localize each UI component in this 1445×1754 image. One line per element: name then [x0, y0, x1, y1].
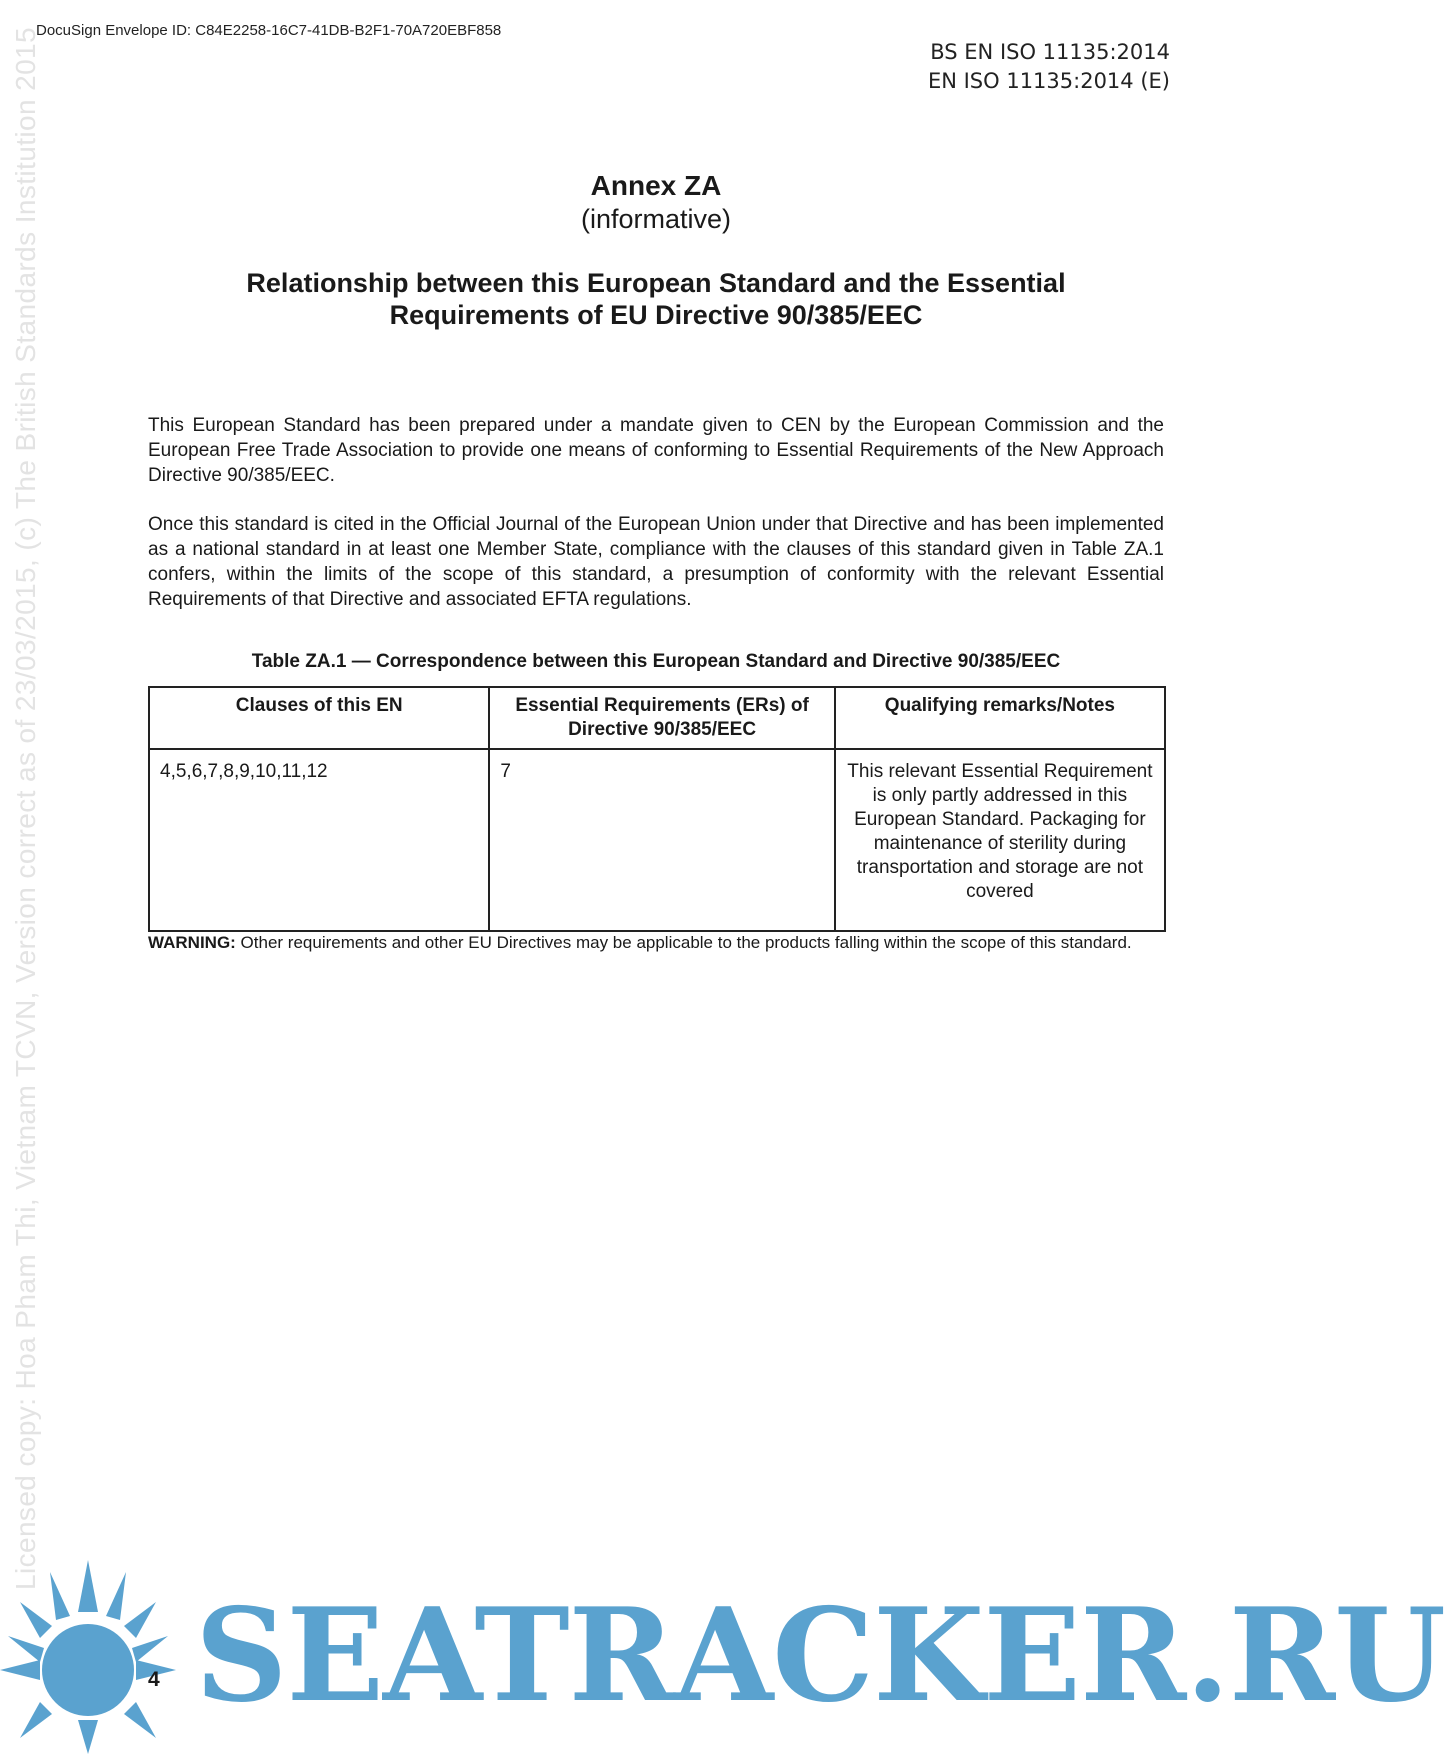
cell-essential-requirements: 7	[489, 749, 834, 931]
page-number: 4	[148, 1668, 160, 1691]
license-watermark: Licensed copy: Hoa Pham Thi, Vietnam TCVN, Version correct as of 23/03/2015, (c) The British Standards Institution 2015	[10, 26, 41, 1590]
header-essential-requirements: Essential Requirements (ERs) of Directive 90/385/EEC	[489, 687, 834, 749]
annex-heading-line-2: Requirements of EU Directive 90/385/EEC	[389, 300, 923, 330]
annex-heading-line-1: Relationship between this European Standard and the Essential	[246, 268, 1066, 298]
paragraph-mandate: This European Standard has been prepared under a mandate given to CEN by the European Commission and the European Free Trade Association to provide one means of conforming to Essential Requirements of the New Approach Directive 90/385/EEC.	[148, 415, 1164, 486]
envelope-id: DocuSign Envelope ID: C84E2258-16C7-41DB-B2F1-70A720EBF858	[36, 22, 502, 39]
standard-id-en: EN ISO 11135:2014 (E)	[927, 69, 1170, 93]
cell-clauses: 4,5,6,7,8,9,10,11,12	[149, 749, 489, 931]
header-remarks: Qualifying remarks/Notes	[835, 687, 1165, 749]
standard-identifiers	[928, 38, 1170, 96]
warning-text: Other requirements and other EU Directives may be applicable to the products falling within the scope of this standard.	[235, 933, 1132, 952]
paragraph-conformity: Once this standard is cited in the Official Journal of the European Union under that Directive and has been implemented as a national standard in at least one Member State, compliance with the clauses of this standard given in Table ZA.1 confers, within the limits of the scope of this standard, a presumption of conformity with the relevant Essential Requirements of that Directive and associated EFTA regulations.	[148, 514, 1164, 610]
seatracker-logo-text: SEATRACKER.RU	[195, 1581, 1445, 1731]
warning-label: WARNING:	[148, 933, 236, 952]
table-row	[149, 749, 1165, 931]
correspondence-table	[148, 686, 1166, 932]
annex-subtitle: (informative)	[580, 204, 732, 234]
header-clauses: Clauses of this EN	[149, 687, 489, 749]
sun-burst-icon	[0, 1560, 176, 1754]
annex-title: Annex ZA	[590, 170, 722, 201]
standard-id-bs: BS EN ISO 11135:2014	[930, 40, 1170, 64]
warning-note	[148, 931, 1166, 954]
table-caption: Table ZA.1 — Correspondence between this European Standard and Directive 90/385/EEC	[251, 651, 1061, 672]
annex-heading	[148, 267, 1164, 331]
cell-remarks: This relevant Essential Requirement is only partly addressed in this European Standard. Packaging for maintenance of sterility during transportation and storage are not covered	[835, 749, 1165, 931]
table-header-row	[149, 687, 1165, 749]
